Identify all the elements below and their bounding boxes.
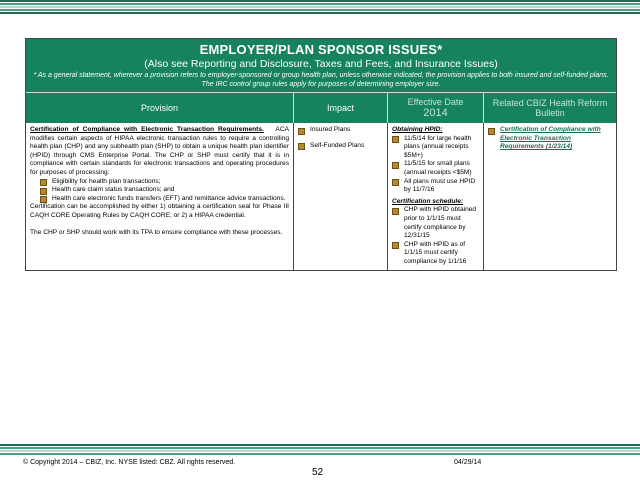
bulletin-link[interactable]: Certification of Compliance with Electronic Transaction Requirements (1/23/14) <box>500 126 601 151</box>
table-row <box>26 123 616 270</box>
provision-tpa-text: The CHP or SHP should work with its TPA to ensure compliance with these processes. <box>30 228 283 236</box>
provision-certification-text: Certification can be accomplished by either 1) obtaining a certification seal for Phase III CAQH CORE Operating Rules by CAQH CORE; or 2) a HIPAA credential. <box>30 203 289 219</box>
effective-date-label: Effective Date <box>407 97 464 107</box>
bullet-square-icon <box>392 136 399 143</box>
provision-title: Certification of Compliance with Electronic Transaction Requirements. <box>30 126 264 133</box>
bullet-square-icon <box>40 196 47 203</box>
list-item: Health care electronic funds transfers (EFT) and remittance advice transactions. <box>40 195 289 204</box>
bullet-square-icon <box>392 208 399 215</box>
bullet-square-icon <box>392 179 399 186</box>
page-subtitle: (Also see Reporting and Disclosure, Taxes and Fees, and Insurance Issues) <box>144 58 498 70</box>
impact-cell <box>294 123 388 270</box>
list-item: Self-Funded Plans <box>298 142 383 151</box>
bullet-square-icon <box>392 242 399 249</box>
bullet-square-icon <box>298 128 305 135</box>
provision-cell <box>26 123 294 270</box>
page-title: EMPLOYER/PLAN SPONSOR ISSUES* <box>199 42 443 57</box>
column-header-bulletin: Related CBIZ Health Reform Bulletin <box>492 98 608 118</box>
list-item: All plans must use HPID by 11/7/16 <box>392 178 479 195</box>
column-header-effective-date <box>388 93 484 123</box>
bottom-decorative-bars <box>0 444 640 456</box>
column-header-row <box>26 92 616 123</box>
bullet-square-icon <box>40 188 47 195</box>
footer-copyright: © Copyright 2014 – CBIZ, Inc. NYSE listed: CBZ. All rights reserved. <box>23 459 236 466</box>
bullet-square-icon <box>40 179 47 186</box>
general-note: * As a general statement, wherever a provision refers to employer-sponsored or group health plan, unless otherwise indicated, the provision applies to both insured and self-funded plans. The IRC control group rules apply for purposes of determining employer size. <box>33 72 609 88</box>
certification-schedule-heading: Certification schedule: <box>392 197 464 205</box>
bullet-square-icon <box>392 162 399 169</box>
list-item: 11/5/14 for large health plans (annual receipts $5M+) <box>392 135 479 161</box>
effective-date-cell <box>388 123 484 270</box>
column-header-provision: Provision <box>26 93 294 123</box>
list-item: Eligibility for health plan transactions; <box>40 178 289 187</box>
list-item: CHP with HPID as of 1/1/15 must certify compliance by 1/1/16 <box>392 241 479 267</box>
provision-intro <box>30 126 289 178</box>
list-item: CHP with HPID obtained prior to 1/1/15 must certify compliance by 12/31/15 <box>392 206 479 240</box>
obtaining-hpid-heading: Obtaining HPID: <box>392 126 443 133</box>
page-number: 52 <box>312 467 324 478</box>
table-title-block <box>26 39 616 92</box>
bullet-square-icon <box>488 128 495 135</box>
column-header-impact: Impact <box>294 93 388 123</box>
provision-text: ACA modifies certain aspects of HIPAA electronic transaction rules to require a controlling health plan (CHP) and any subhealth plan (SHP) to obtain a unique health plan identifier (HPID) through CMS Enterprise Portal. The CHP or SHP must certify that it is in compliance with certain standards for electronic transactions and operating procedures for purposes of processing: <box>30 126 289 176</box>
list-item: Insured Plans <box>298 126 383 135</box>
list-item: Health care claim status transactions; and <box>40 186 289 195</box>
bulletin-cell <box>484 123 616 270</box>
issues-table <box>25 38 617 271</box>
top-decorative-bars <box>0 0 640 16</box>
list-item: 11/5/15 for small plans (annual receipts <$5M) <box>392 160 479 177</box>
list-item <box>488 126 612 152</box>
bullet-square-icon <box>298 143 305 150</box>
effective-year: 2014 <box>423 107 448 119</box>
footer-date: 04/29/14 <box>454 459 482 466</box>
